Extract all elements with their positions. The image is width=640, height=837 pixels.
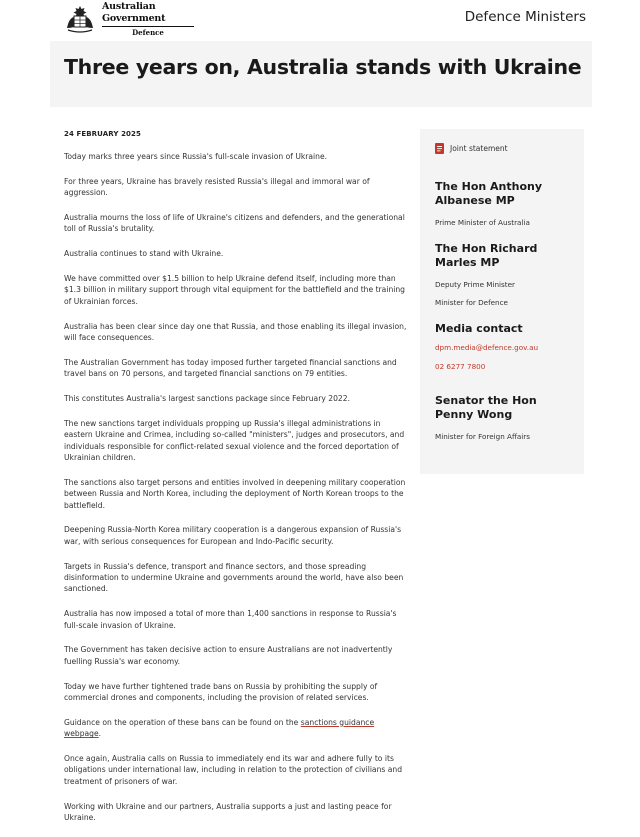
article-body (64, 130, 409, 837)
article-paragraph: Deepening Russia-North Korea military cooperation is a dangerous expansion of Russia's war, with serious consequences for European and Indo-Pacific security. (64, 525, 402, 546)
minister-block (435, 242, 569, 308)
article-paragraph: This constitutes Australia's largest sanctions package since February 2022. (64, 394, 350, 404)
department-name: Defence (132, 28, 164, 37)
sanctions-guidance-link[interactable]: sanctions guidance webpage (64, 717, 375, 739)
article-paragraph: Australia has been clear since day one that Russia, and those enabling its illegal invasion, will face consequences. (64, 321, 407, 343)
statement-sidebar (420, 129, 584, 474)
media-email-link[interactable]: dpm.media@defence.gov.au (435, 343, 539, 352)
minister-role: Deputy Prime Minister (435, 280, 515, 289)
media-contact (435, 322, 569, 372)
article-paragraph: Australia continues to stand with Ukraine. (64, 249, 224, 259)
logo-divider (102, 26, 194, 27)
statement-type-label: Joint statement (450, 144, 508, 153)
coat-of-arms-icon (64, 4, 96, 34)
article-paragraph: For three years, Ukraine has bravely resisted Russia's illegal and immoral war of aggression. (64, 176, 370, 198)
article-paragraph: Once again, Australia calls on Russia to immediately end its war and adhere fully to its obligations under international law, including in relation to the protection of civilians and treatment of prisoners of war. (64, 754, 403, 786)
article-paragraph: We have committed over $1.5 billion to help Ukraine defend itself, including more than $1.3 billion in military support through vital equipment for the battlefield and the training of Ukrainian forces. (64, 274, 405, 306)
minister-name: The Hon Anthony Albanese MP (435, 180, 543, 207)
guidance-paragraph: Guidance on the operation of these bans can be found on the sanctions guidance webpage. (64, 717, 375, 739)
site-title-link[interactable]: Defence Ministers (464, 9, 586, 25)
media-contact-title: Media contact (435, 322, 523, 335)
minister-block (435, 394, 569, 442)
article-paragraph: The Government has taken decisive action to ensure Australians are not inadvertently fuelling Russia's war economy. (64, 645, 393, 666)
minister-name: Senator the Hon Penny Wong (435, 394, 537, 421)
article-paragraph: Today we have further tightened trade bans on Russia by prohibiting the supply of commercial drones and components, including the provision of related services. (64, 681, 378, 703)
government-logo[interactable] (64, 1, 204, 37)
page-banner (50, 41, 592, 107)
minister-role: Minister for Foreign Affairs (435, 432, 531, 441)
article-paragraph: Working with Ukraine and our partners, Australia supports a just and lasting peace for Ukraine. (64, 801, 392, 823)
article-paragraph: The sanctions also target persons and entities involved in deepening military cooperation between Russia and North Korea, including the deployment of North Korean troops to the battlefield. (64, 477, 406, 510)
article-paragraph: Targets in Russia's defence, transport and finance sectors, and those spreading disinformation to undermine Ukraine and governments around the world, have also been sanctioned. (64, 561, 404, 594)
publish-date: 24 FEBRUARY 2025 (64, 130, 141, 138)
page-title: Three years on, Australia stands with Ukraine (64, 55, 582, 79)
government-name: Australian Government (102, 1, 166, 24)
minister-role: Prime Minister of Australia (435, 218, 530, 227)
article-paragraph: Australia has now imposed a total of more than 1,400 sanctions in response to Russia's full-scale invasion of Ukraine. (64, 609, 397, 630)
minister-role: Minister for Defence (435, 298, 508, 307)
statement-type-tag (435, 143, 569, 154)
minister-name: The Hon Richard Marles MP (435, 242, 538, 269)
article-paragraph: The new sanctions target individuals propping up Russia's illegal administrations in eastern Ukraine and Crimea, including so-called "ministers", judges and prosecutors, and individuals responsible for conflict-related sexual violence and the forced deportation of Ukrainian children. (64, 418, 405, 463)
article-paragraph: Australia mourns the loss of life of Ukraine's citizens and defenders, and the generational toll of Russia's brutality. (64, 213, 405, 234)
minister-block (435, 180, 569, 228)
article-paragraph: Today marks three years since Russia's full-scale invasion of Ukraine. (64, 152, 328, 161)
site-header (0, 0, 640, 40)
article-paragraph: The Australian Government has today imposed further targeted financial sanctions and travel bans on 70 persons, and targeted financial sanctions on 79 entities. (64, 357, 397, 379)
media-phone-link[interactable]: 02 6277 7800 (435, 362, 486, 371)
document-icon (435, 143, 444, 154)
